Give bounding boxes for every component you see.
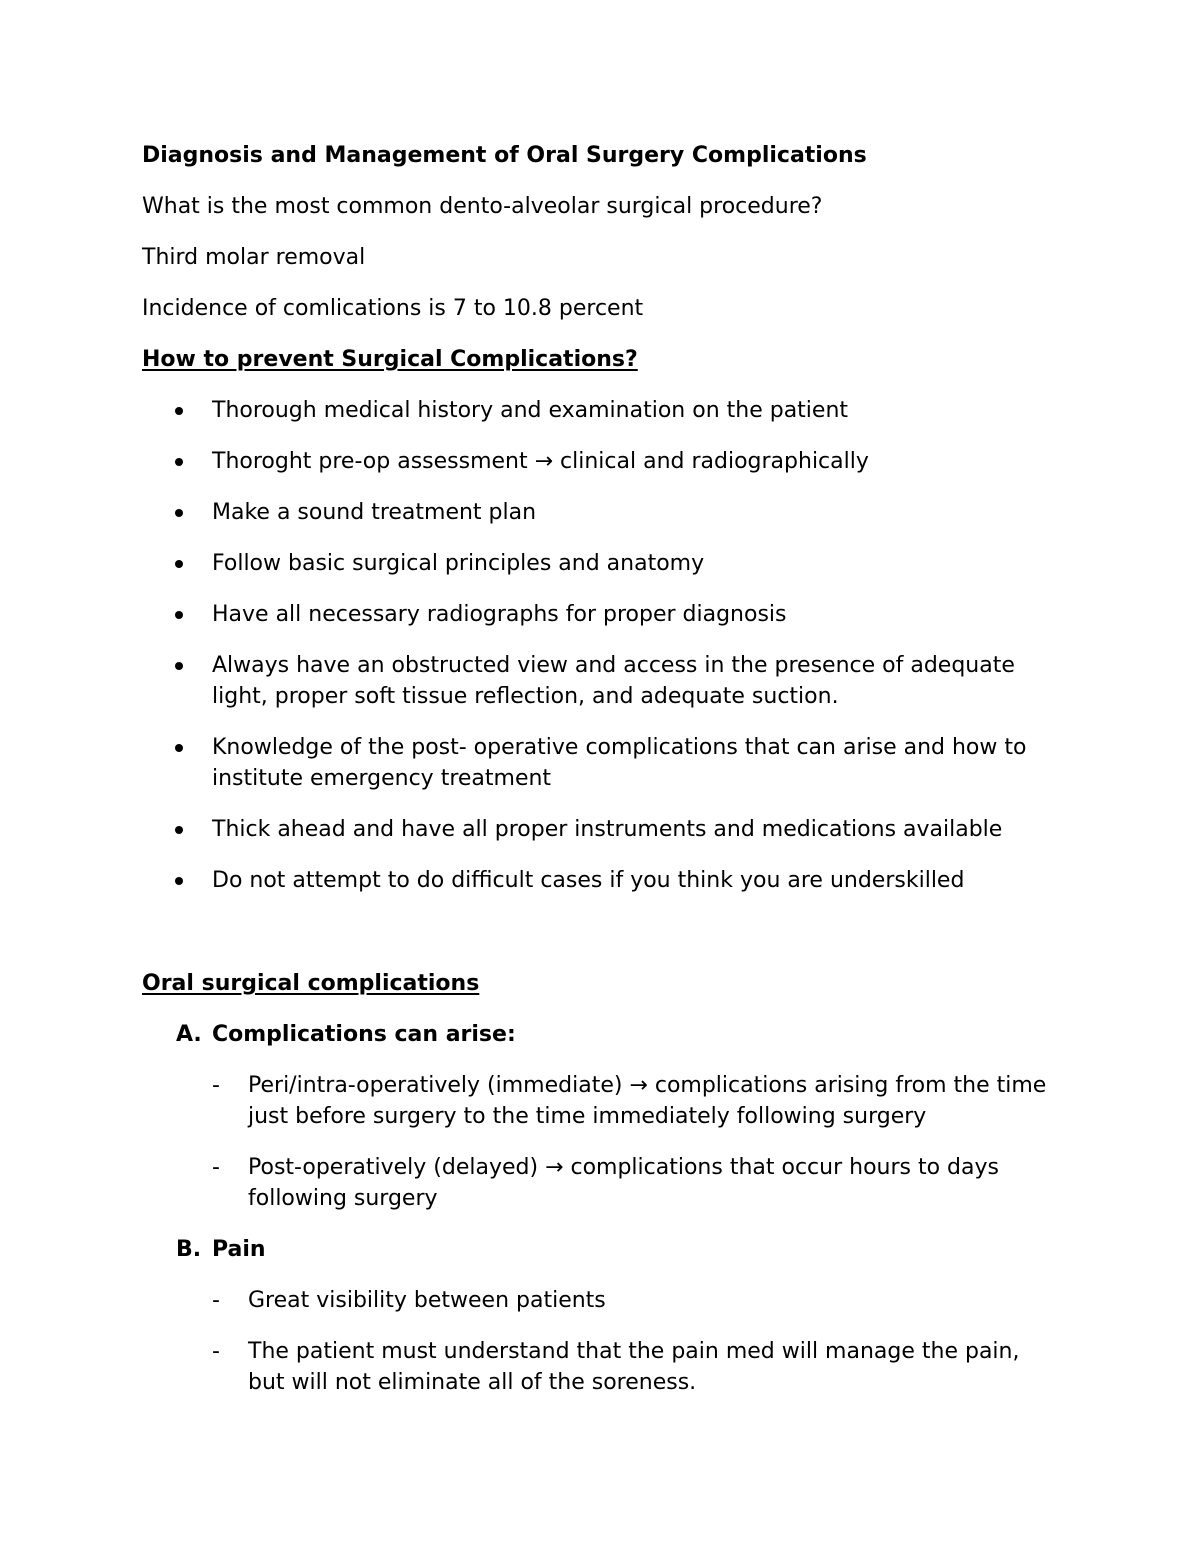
list-item-text: Thoroght pre-op assessment → clinical and radiographically	[212, 449, 869, 474]
list-item-text: The patient must understand that the pain med will manage the pain, but will not eliminate all of the soreness.	[248, 1339, 1020, 1395]
list-item-text: Always have an obstructed view and access in the presence of adequate light, proper soft tissue reflection, and adequate suction.	[212, 653, 1015, 709]
list-item-text: Post-operatively (delayed) → complications that occur hours to days following surgery	[248, 1155, 999, 1211]
list-item-text: Make a sound treatment plan	[212, 500, 537, 525]
list-item-text: Knowledge of the post- operative complications that can arise and how to institute emergency treatment	[212, 735, 1027, 791]
dash-marker: -	[212, 1155, 220, 1180]
list-item-text: Have all necessary radiographs for proper diagnosis	[212, 602, 787, 627]
list-item-text: Do not attempt to do difficult cases if you think you are underskilled	[212, 868, 965, 893]
section-title: Complications can arise:	[212, 1022, 516, 1047]
dash-marker: -	[212, 1339, 220, 1364]
section-a-heading	[176, 1019, 516, 1050]
list-item-text: Thorough medical history and examination on the patient	[212, 398, 849, 423]
section-letter: A.	[176, 1022, 202, 1047]
dash-marker: -	[212, 1073, 220, 1098]
incidence-text: Incidence of comlications is 7 to 10.8 percent	[142, 296, 644, 321]
section-letter: B.	[176, 1237, 202, 1262]
list-item-text: Great visibility between patients	[248, 1288, 606, 1313]
list-item-text: Thick ahead and have all proper instruments and medications available	[212, 817, 1003, 842]
answer-text: Third molar removal	[142, 245, 366, 270]
question-text: What is the most common dento-alveolar surgical procedure?	[142, 194, 823, 219]
list-item-text: Peri/intra-operatively (immediate) → complications arising from the time just before surgery to the time immediately following surgery	[248, 1073, 1047, 1129]
document-title: Diagnosis and Management of Oral Surgery Complications	[142, 143, 867, 168]
section-b-heading	[176, 1234, 266, 1265]
section-title: Pain	[212, 1237, 266, 1262]
prevent-heading: How to prevent Surgical Complications?	[142, 347, 638, 372]
complications-heading: Oral surgical complications	[142, 971, 480, 996]
list-item-text: Follow basic surgical principles and anatomy	[212, 551, 705, 576]
dash-marker: -	[212, 1288, 220, 1313]
